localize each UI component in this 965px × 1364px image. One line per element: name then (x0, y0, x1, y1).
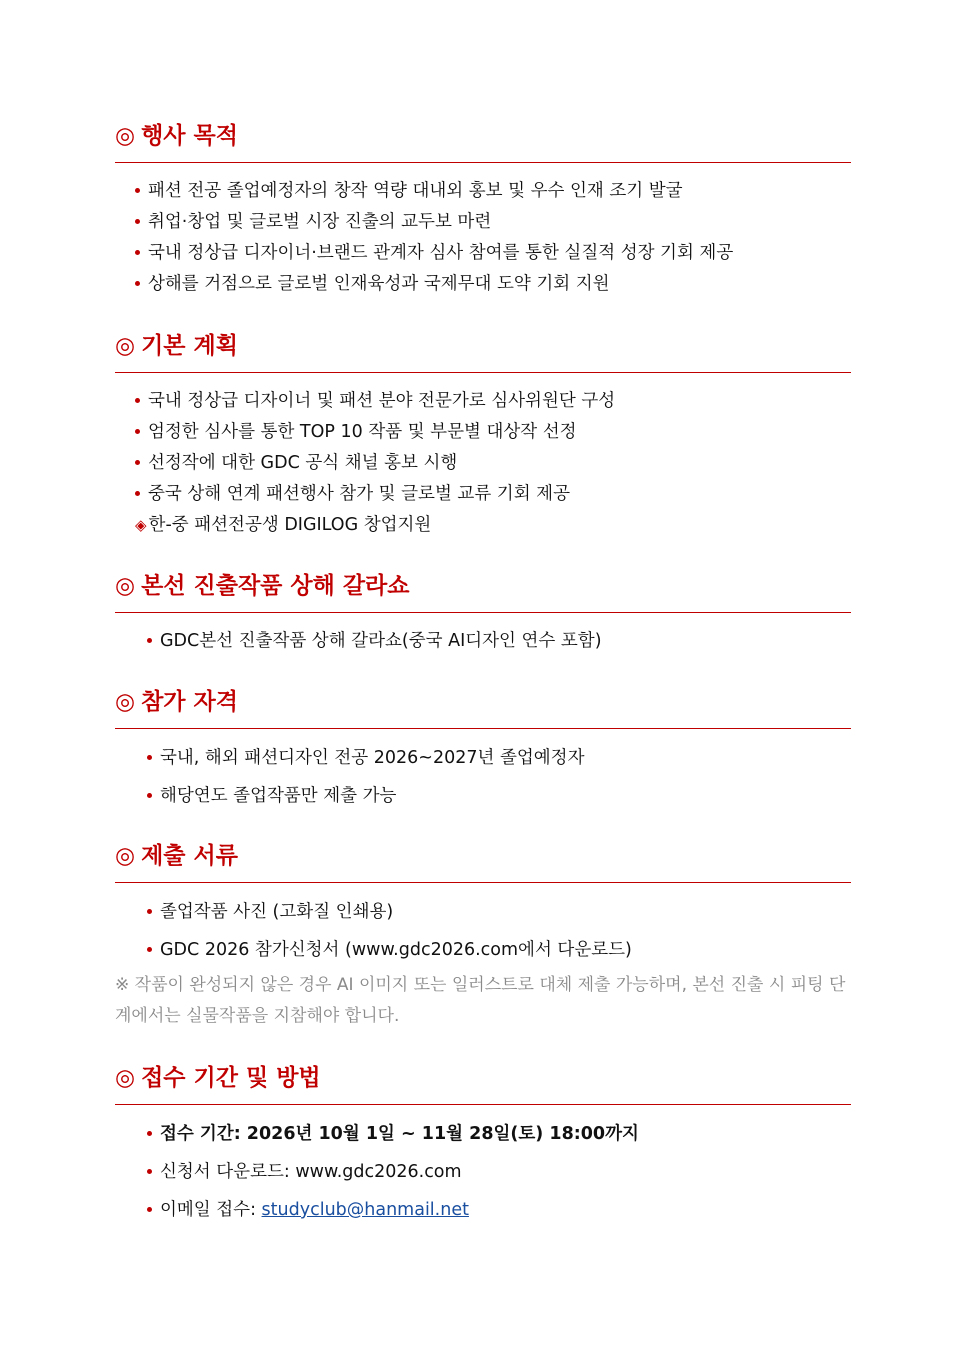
double-circle-icon: ◎ (115, 573, 136, 599)
section-heading (115, 118, 851, 154)
bullet-icon (135, 429, 140, 434)
eligibility-list (147, 739, 851, 815)
bullet-icon (135, 250, 140, 255)
section-divider (115, 612, 851, 613)
section-title: 본선 진출작품 상해 갈라쇼 (141, 573, 410, 599)
double-circle-icon: ◎ (115, 843, 136, 869)
bullet-icon (135, 491, 140, 496)
diamond-icon: ◈ (135, 516, 147, 534)
section-divider (115, 728, 851, 729)
submission-note: ※ 작품이 완성되지 않은 경우 AI 이미지 또는 일러스트로 대체 제출 가능하며, 본선 진출 시 피팅 단계에서는 실물작품을 지참해야 합니다. (115, 975, 846, 1026)
bullet-icon (135, 398, 140, 403)
double-circle-icon: ◎ (115, 333, 136, 359)
section-plan (115, 328, 851, 541)
double-circle-icon: ◎ (115, 123, 136, 149)
list-item: 선정작에 대한 GDC 공식 채널 홍보 시행 (135, 448, 851, 479)
section-heading (115, 684, 851, 720)
purpose-list (135, 176, 851, 300)
section-heading (115, 568, 851, 604)
section-heading (115, 328, 851, 364)
list-item-download: 신청서 다운로드: www.gdc2026.com (147, 1153, 851, 1191)
bullet-icon (135, 281, 140, 286)
documents-list (147, 893, 851, 969)
list-item: 국내, 해외 패션디자인 전공 2026~2027년 졸업예정자 (147, 739, 851, 777)
gala-list (147, 626, 851, 657)
bullet-icon (135, 219, 140, 224)
list-item-period: 접수 기간: 2026년 10월 1일 ~ 11월 28일(토) 18:00까지 (147, 1115, 851, 1153)
list-item: 상해를 거점으로 글로벌 인재육성과 국제무대 도약 기회 지원 (135, 269, 851, 300)
section-divider (115, 1104, 851, 1105)
section-gala (115, 568, 851, 657)
list-item-special: ◈ 한-중 패션전공생 DIGILOG 창업지원 (135, 515, 432, 535)
section-title: 제출 서류 (141, 843, 238, 869)
double-circle-icon: ◎ (115, 1065, 136, 1091)
list-item-email: 이메일 접수: studyclub@hanmail.net (147, 1191, 851, 1229)
section-eligibility (115, 684, 851, 815)
bullet-icon (147, 755, 152, 760)
bullet-icon (147, 1207, 152, 1212)
plan-list (135, 386, 851, 541)
section-title: 기본 계획 (141, 333, 238, 359)
list-item: 중국 상해 연계 패션행사 참가 및 글로벌 교류 기회 제공 (135, 479, 851, 510)
bullet-icon (147, 1169, 152, 1174)
bullet-icon (147, 1131, 152, 1136)
list-item: 해당연도 졸업작품만 제출 가능 (147, 777, 851, 815)
list-item: 국내 정상급 디자이너·브랜드 관계자 심사 참여를 통한 실질적 성장 기회 제공 (135, 238, 851, 269)
section-heading (115, 1060, 851, 1096)
bullet-icon (147, 909, 152, 914)
email-link[interactable]: studyclub@hanmail.net (261, 1200, 469, 1220)
list-item: 엄정한 심사를 통한 TOP 10 작품 및 부문별 대상작 선정 (135, 417, 851, 448)
list-item: 국내 정상급 디자이너 및 패션 분야 전문가로 심사위원단 구성 (135, 386, 851, 417)
section-divider (115, 882, 851, 883)
bullet-icon (147, 947, 152, 952)
bullet-icon (135, 460, 140, 465)
list-item: 패션 전공 졸업예정자의 창작 역량 대내외 홍보 및 우수 인재 조기 발굴 (135, 176, 851, 207)
section-title: 행사 목적 (141, 123, 238, 149)
list-item: GDC 2026 참가신청서 (www.gdc2026.com에서 다운로드) (147, 931, 851, 969)
list-item: 졸업작품 사진 (고화질 인쇄용) (147, 893, 851, 931)
section-divider (115, 372, 851, 373)
bullet-icon (135, 188, 140, 193)
section-heading (115, 838, 851, 874)
submission-list (147, 1115, 851, 1229)
section-purpose (115, 118, 851, 300)
section-divider (115, 162, 851, 163)
list-item: 취업·창업 및 글로벌 시장 진출의 교두보 마련 (135, 207, 851, 238)
section-submission (115, 1060, 851, 1229)
bullet-icon (147, 793, 152, 798)
section-title: 참가 자격 (141, 689, 238, 715)
section-title: 접수 기간 및 방법 (141, 1065, 321, 1091)
section-documents (115, 838, 851, 1032)
double-circle-icon: ◎ (115, 689, 136, 715)
list-item: GDC본선 진출작품 상해 갈라쇼(중국 AI디자인 연수 포함) (147, 626, 851, 657)
bullet-icon (147, 638, 152, 643)
